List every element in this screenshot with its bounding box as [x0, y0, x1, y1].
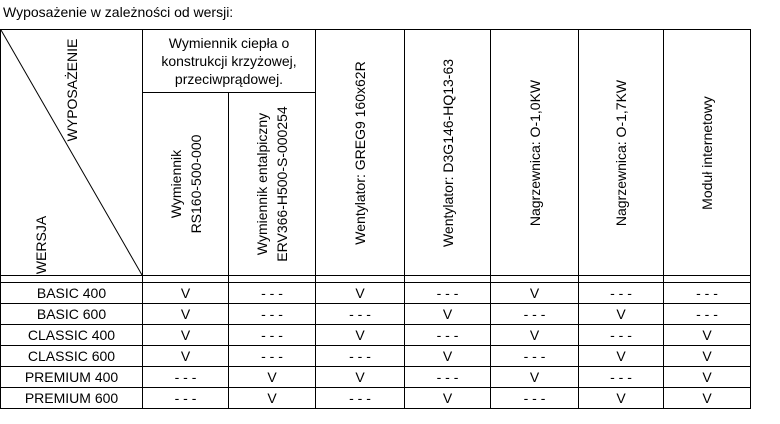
- table-cell: - - -: [579, 367, 664, 388]
- column-header: Nagrzewnica: O-1,0KW: [491, 30, 579, 276]
- column-header: Moduł internetowy: [664, 30, 751, 276]
- table-cell: - - -: [143, 388, 229, 409]
- table-cell: V: [229, 367, 316, 388]
- table-cell: V: [316, 325, 405, 346]
- version-axis-label: WERSJA: [33, 215, 49, 275]
- column-header: Wymiennik entalpiczny ERV366-H500-S-000254: [229, 93, 316, 276]
- table-cell: - - -: [229, 283, 316, 304]
- column-header: Nagrzewnica: O-1,7KW: [579, 30, 664, 276]
- table-cell: V: [143, 325, 229, 346]
- row-label: PREMIUM 600: [1, 388, 143, 409]
- table-cell: V: [664, 388, 751, 409]
- table-cell: - - -: [229, 346, 316, 367]
- table-cell: - - -: [405, 325, 491, 346]
- table-cell: V: [491, 283, 579, 304]
- table-cell: V: [579, 304, 664, 325]
- table-cell: V: [579, 346, 664, 367]
- table-cell: V: [664, 367, 751, 388]
- table-cell: V: [491, 325, 579, 346]
- table-row: [1, 346, 751, 367]
- table-cell: - - -: [579, 325, 664, 346]
- equipment-table: [0, 29, 751, 409]
- table-row: [1, 283, 751, 304]
- table-cell: V: [316, 283, 405, 304]
- table-cell: V: [143, 283, 229, 304]
- table-cell: V: [143, 346, 229, 367]
- table-cell: - - -: [316, 304, 405, 325]
- corner-header-cell: [1, 30, 143, 276]
- table-cell: V: [664, 346, 751, 367]
- table-cell: - - -: [405, 283, 491, 304]
- table-row: [1, 304, 751, 325]
- table-cell: - - -: [229, 304, 316, 325]
- table-cell: - - -: [491, 304, 579, 325]
- column-header: Wentylator: D3G146-HQ13-63: [405, 30, 491, 276]
- heat-exchanger-group-header: Wymiennik ciepła o konstrukcji krzyżowej, przeciwprądowej.: [143, 30, 316, 93]
- table-cell: V: [405, 388, 491, 409]
- table-cell: - - -: [316, 346, 405, 367]
- row-label: BASIC 400: [1, 283, 143, 304]
- table-cell: V: [579, 388, 664, 409]
- table-caption: Wyposażenie w zależności od wersji:: [3, 4, 234, 20]
- table-cell: - - -: [491, 346, 579, 367]
- table-row: [1, 367, 751, 388]
- table-cell: V: [143, 304, 229, 325]
- table-cell: - - -: [405, 367, 491, 388]
- table-cell: V: [405, 304, 491, 325]
- table-cell: V: [316, 367, 405, 388]
- row-label: CLASSIC 600: [1, 346, 143, 367]
- row-label: CLASSIC 400: [1, 325, 143, 346]
- table-cell: V: [491, 367, 579, 388]
- table-cell: - - -: [491, 388, 579, 409]
- table-cell: V: [664, 325, 751, 346]
- column-header: Wymiennik RS160-500-000: [143, 93, 229, 276]
- table-cell: - - -: [229, 325, 316, 346]
- column-header: Wentylator: GREG9 160x62R: [316, 30, 405, 276]
- row-label: BASIC 600: [1, 304, 143, 325]
- table-cell: V: [229, 388, 316, 409]
- table-cell: - - -: [579, 283, 664, 304]
- table-row: [1, 388, 751, 409]
- table-row: [1, 325, 751, 346]
- table-cell: - - -: [664, 283, 751, 304]
- equipment-axis-label: WYPOSAŻENIE: [64, 38, 80, 142]
- table-cell: - - -: [664, 304, 751, 325]
- table-cell: - - -: [143, 367, 229, 388]
- table-cell: V: [405, 346, 491, 367]
- table-cell: - - -: [316, 388, 405, 409]
- row-label: PREMIUM 400: [1, 367, 143, 388]
